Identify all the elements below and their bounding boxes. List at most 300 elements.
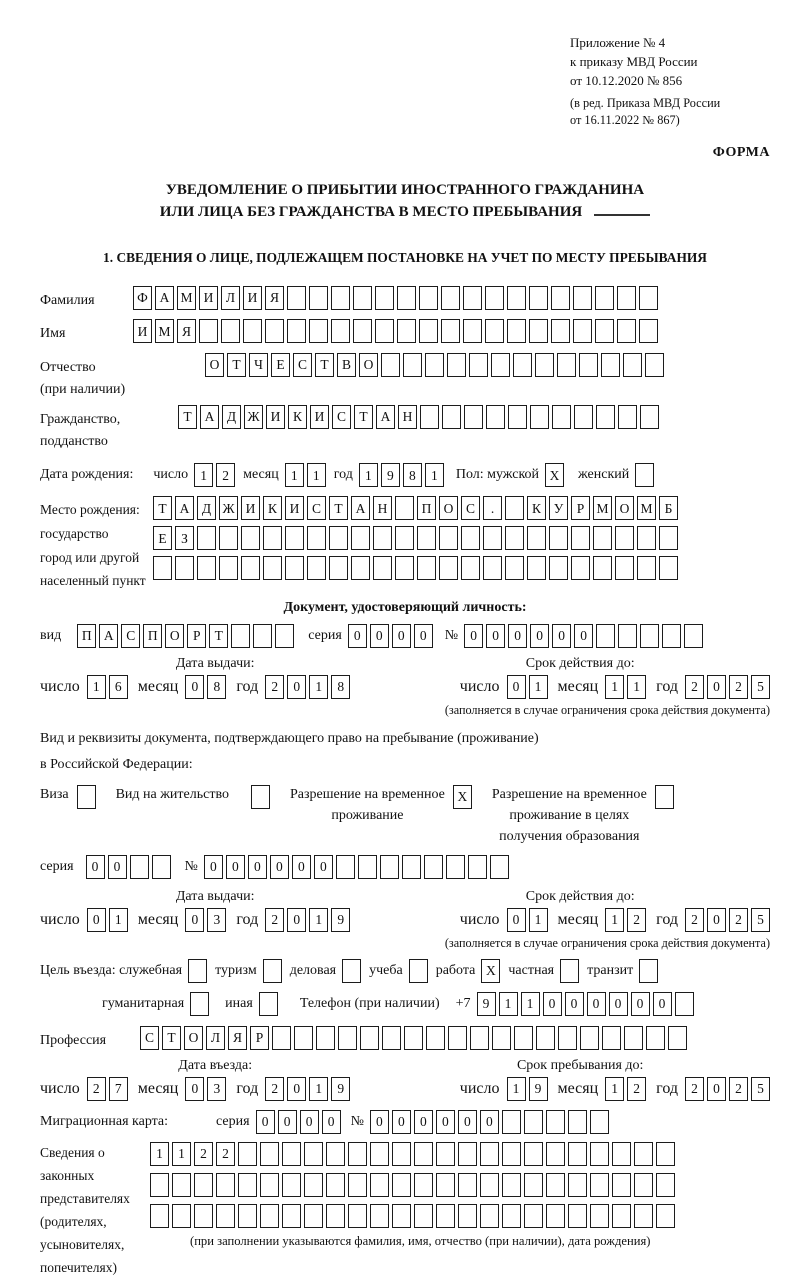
char-cell[interactable]: 0 bbox=[348, 624, 367, 648]
char-cell[interactable]: Е bbox=[271, 353, 290, 377]
char-cell[interactable]: 0 bbox=[565, 992, 584, 1016]
char-cell[interactable] bbox=[461, 556, 480, 580]
checkbox-private[interactable] bbox=[560, 959, 579, 983]
char-cell[interactable] bbox=[502, 1204, 521, 1228]
char-cell[interactable]: 8 bbox=[331, 675, 350, 699]
char-cell[interactable]: 1 bbox=[605, 908, 624, 932]
char-cell[interactable]: 6 bbox=[109, 675, 128, 699]
char-cell[interactable] bbox=[441, 319, 460, 343]
char-cell[interactable]: А bbox=[351, 496, 370, 520]
char-cell[interactable] bbox=[309, 286, 328, 310]
char-cell[interactable] bbox=[639, 286, 658, 310]
char-cell[interactable] bbox=[375, 286, 394, 310]
char-cell[interactable]: 0 bbox=[287, 675, 306, 699]
char-cell[interactable] bbox=[336, 855, 355, 879]
char-cell[interactable] bbox=[253, 624, 272, 648]
char-cell[interactable] bbox=[524, 1142, 543, 1166]
char-cell[interactable] bbox=[468, 855, 487, 879]
char-cell[interactable]: 8 bbox=[403, 463, 422, 487]
char-cell[interactable]: 3 bbox=[207, 908, 226, 932]
char-cell[interactable] bbox=[524, 1110, 543, 1134]
char-cell[interactable]: Б bbox=[659, 496, 678, 520]
char-cell[interactable] bbox=[282, 1204, 301, 1228]
char-cell[interactable] bbox=[436, 1142, 455, 1166]
char-cell[interactable] bbox=[348, 1142, 367, 1166]
char-cell[interactable] bbox=[414, 1173, 433, 1197]
char-cell[interactable]: Т bbox=[354, 405, 373, 429]
char-cell[interactable] bbox=[414, 1142, 433, 1166]
char-cell[interactable]: 2 bbox=[729, 1077, 748, 1101]
char-cell[interactable] bbox=[640, 405, 659, 429]
char-cell[interactable] bbox=[486, 405, 505, 429]
char-cell[interactable]: Я bbox=[265, 286, 284, 310]
char-cell[interactable]: 1 bbox=[529, 908, 548, 932]
char-cell[interactable]: 7 bbox=[109, 1077, 128, 1101]
char-cell[interactable]: 0 bbox=[248, 855, 267, 879]
char-cell[interactable]: П bbox=[417, 496, 436, 520]
char-cell[interactable] bbox=[524, 1204, 543, 1228]
char-cell[interactable]: О bbox=[184, 1026, 203, 1050]
char-cell[interactable]: 0 bbox=[530, 624, 549, 648]
char-cell[interactable] bbox=[373, 556, 392, 580]
char-cell[interactable]: 0 bbox=[587, 992, 606, 1016]
char-cell[interactable] bbox=[392, 1173, 411, 1197]
char-cell[interactable] bbox=[458, 1173, 477, 1197]
char-cell[interactable] bbox=[546, 1142, 565, 1166]
char-cell[interactable]: О bbox=[615, 496, 634, 520]
char-cell[interactable] bbox=[152, 855, 171, 879]
char-cell[interactable]: 0 bbox=[653, 992, 672, 1016]
char-cell[interactable]: 0 bbox=[414, 624, 433, 648]
char-cell[interactable] bbox=[221, 319, 240, 343]
char-cell[interactable]: . bbox=[483, 496, 502, 520]
checkbox-study[interactable] bbox=[409, 959, 428, 983]
char-cell[interactable]: С bbox=[140, 1026, 159, 1050]
char-cell[interactable] bbox=[329, 556, 348, 580]
char-cell[interactable] bbox=[593, 556, 612, 580]
char-cell[interactable]: Р bbox=[571, 496, 590, 520]
char-cell[interactable] bbox=[375, 319, 394, 343]
char-cell[interactable] bbox=[640, 624, 659, 648]
char-cell[interactable] bbox=[275, 624, 294, 648]
char-cell[interactable] bbox=[612, 1142, 631, 1166]
char-cell[interactable] bbox=[403, 353, 422, 377]
char-cell[interactable] bbox=[502, 1173, 521, 1197]
char-cell[interactable] bbox=[483, 526, 502, 550]
char-cell[interactable] bbox=[549, 556, 568, 580]
char-cell[interactable] bbox=[675, 992, 694, 1016]
char-cell[interactable] bbox=[420, 405, 439, 429]
char-cell[interactable] bbox=[483, 556, 502, 580]
char-cell[interactable] bbox=[392, 1204, 411, 1228]
char-cell[interactable]: 9 bbox=[331, 1077, 350, 1101]
checkbox-work[interactable]: X bbox=[481, 959, 500, 983]
char-cell[interactable] bbox=[590, 1142, 609, 1166]
char-cell[interactable] bbox=[397, 286, 416, 310]
char-cell[interactable] bbox=[304, 1142, 323, 1166]
char-cell[interactable] bbox=[175, 556, 194, 580]
checkbox-business[interactable] bbox=[342, 959, 361, 983]
char-cell[interactable] bbox=[557, 353, 576, 377]
char-cell[interactable] bbox=[634, 1204, 653, 1228]
char-cell[interactable] bbox=[536, 1026, 555, 1050]
char-cell[interactable] bbox=[595, 286, 614, 310]
char-cell[interactable] bbox=[425, 353, 444, 377]
char-cell[interactable]: 0 bbox=[707, 675, 726, 699]
char-cell[interactable]: 1 bbox=[309, 675, 328, 699]
char-cell[interactable] bbox=[338, 1026, 357, 1050]
char-cell[interactable]: С bbox=[332, 405, 351, 429]
char-cell[interactable]: У bbox=[549, 496, 568, 520]
char-cell[interactable] bbox=[612, 1204, 631, 1228]
char-cell[interactable] bbox=[492, 1026, 511, 1050]
char-cell[interactable]: 0 bbox=[108, 855, 127, 879]
char-cell[interactable] bbox=[238, 1142, 257, 1166]
char-cell[interactable]: 0 bbox=[185, 675, 204, 699]
char-cell[interactable]: 0 bbox=[609, 992, 628, 1016]
char-cell[interactable]: 2 bbox=[729, 675, 748, 699]
char-cell[interactable]: С bbox=[461, 496, 480, 520]
char-cell[interactable] bbox=[263, 556, 282, 580]
char-cell[interactable] bbox=[505, 496, 524, 520]
char-cell[interactable] bbox=[219, 526, 238, 550]
char-cell[interactable] bbox=[579, 353, 598, 377]
char-cell[interactable] bbox=[331, 286, 350, 310]
char-cell[interactable]: И bbox=[241, 496, 260, 520]
char-cell[interactable] bbox=[436, 1204, 455, 1228]
char-cell[interactable] bbox=[573, 319, 592, 343]
char-cell[interactable] bbox=[373, 526, 392, 550]
char-cell[interactable]: М bbox=[637, 496, 656, 520]
char-cell[interactable] bbox=[285, 526, 304, 550]
char-cell[interactable]: 9 bbox=[477, 992, 496, 1016]
char-cell[interactable] bbox=[535, 353, 554, 377]
char-cell[interactable]: Н bbox=[398, 405, 417, 429]
checkbox-temp-residence-edu[interactable] bbox=[655, 785, 674, 809]
char-cell[interactable] bbox=[617, 286, 636, 310]
char-cell[interactable] bbox=[307, 526, 326, 550]
char-cell[interactable]: Л bbox=[221, 286, 240, 310]
char-cell[interactable] bbox=[637, 526, 656, 550]
char-cell[interactable]: Т bbox=[162, 1026, 181, 1050]
char-cell[interactable]: 0 bbox=[86, 855, 105, 879]
char-cell[interactable]: Р bbox=[250, 1026, 269, 1050]
char-cell[interactable] bbox=[659, 526, 678, 550]
char-cell[interactable]: П bbox=[77, 624, 96, 648]
char-cell[interactable]: И bbox=[266, 405, 285, 429]
char-cell[interactable] bbox=[637, 556, 656, 580]
char-cell[interactable]: Ф bbox=[133, 286, 152, 310]
char-cell[interactable] bbox=[382, 1026, 401, 1050]
char-cell[interactable] bbox=[194, 1204, 213, 1228]
char-cell[interactable] bbox=[596, 405, 615, 429]
checkbox-humanitarian[interactable] bbox=[190, 992, 209, 1016]
char-cell[interactable]: 0 bbox=[508, 624, 527, 648]
char-cell[interactable]: 0 bbox=[486, 624, 505, 648]
char-cell[interactable]: Я bbox=[177, 319, 196, 343]
char-cell[interactable] bbox=[618, 624, 637, 648]
char-cell[interactable] bbox=[238, 1204, 257, 1228]
char-cell[interactable] bbox=[316, 1026, 335, 1050]
char-cell[interactable]: 0 bbox=[392, 1110, 411, 1134]
char-cell[interactable] bbox=[568, 1204, 587, 1228]
char-cell[interactable] bbox=[463, 286, 482, 310]
char-cell[interactable] bbox=[243, 319, 262, 343]
char-cell[interactable] bbox=[426, 1026, 445, 1050]
char-cell[interactable]: З bbox=[175, 526, 194, 550]
char-cell[interactable]: 2 bbox=[685, 675, 704, 699]
char-cell[interactable] bbox=[351, 556, 370, 580]
char-cell[interactable] bbox=[615, 526, 634, 550]
char-cell[interactable] bbox=[282, 1142, 301, 1166]
char-cell[interactable] bbox=[645, 353, 664, 377]
char-cell[interactable] bbox=[272, 1026, 291, 1050]
checkbox-other[interactable] bbox=[259, 992, 278, 1016]
char-cell[interactable]: Р bbox=[187, 624, 206, 648]
char-cell[interactable] bbox=[634, 1173, 653, 1197]
char-cell[interactable] bbox=[480, 1204, 499, 1228]
char-cell[interactable]: Я bbox=[228, 1026, 247, 1050]
char-cell[interactable]: 2 bbox=[627, 1077, 646, 1101]
char-cell[interactable] bbox=[304, 1204, 323, 1228]
char-cell[interactable]: 9 bbox=[529, 1077, 548, 1101]
char-cell[interactable]: М bbox=[593, 496, 612, 520]
char-cell[interactable]: А bbox=[175, 496, 194, 520]
char-cell[interactable]: 0 bbox=[300, 1110, 319, 1134]
char-cell[interactable] bbox=[285, 556, 304, 580]
char-cell[interactable]: Л bbox=[206, 1026, 225, 1050]
char-cell[interactable] bbox=[216, 1173, 235, 1197]
char-cell[interactable]: 2 bbox=[685, 908, 704, 932]
char-cell[interactable] bbox=[294, 1026, 313, 1050]
char-cell[interactable] bbox=[463, 319, 482, 343]
char-cell[interactable]: О bbox=[165, 624, 184, 648]
char-cell[interactable]: Ч bbox=[249, 353, 268, 377]
char-cell[interactable] bbox=[617, 319, 636, 343]
char-cell[interactable] bbox=[505, 526, 524, 550]
char-cell[interactable]: 0 bbox=[226, 855, 245, 879]
char-cell[interactable] bbox=[353, 286, 372, 310]
char-cell[interactable] bbox=[684, 624, 703, 648]
char-cell[interactable]: 0 bbox=[314, 855, 333, 879]
char-cell[interactable]: Е bbox=[153, 526, 172, 550]
char-cell[interactable]: И bbox=[199, 286, 218, 310]
char-cell[interactable] bbox=[197, 526, 216, 550]
char-cell[interactable]: А bbox=[99, 624, 118, 648]
char-cell[interactable]: 9 bbox=[381, 463, 400, 487]
char-cell[interactable] bbox=[571, 526, 590, 550]
char-cell[interactable] bbox=[219, 556, 238, 580]
char-cell[interactable] bbox=[439, 526, 458, 550]
char-cell[interactable] bbox=[551, 286, 570, 310]
char-cell[interactable] bbox=[458, 1142, 477, 1166]
char-cell[interactable]: 0 bbox=[87, 908, 106, 932]
char-cell[interactable] bbox=[348, 1204, 367, 1228]
char-cell[interactable] bbox=[618, 405, 637, 429]
char-cell[interactable]: И bbox=[243, 286, 262, 310]
char-cell[interactable]: 0 bbox=[552, 624, 571, 648]
char-cell[interactable] bbox=[287, 286, 306, 310]
char-cell[interactable] bbox=[439, 556, 458, 580]
char-cell[interactable] bbox=[656, 1142, 675, 1166]
char-cell[interactable] bbox=[485, 319, 504, 343]
char-cell[interactable] bbox=[417, 556, 436, 580]
char-cell[interactable] bbox=[402, 855, 421, 879]
char-cell[interactable]: 0 bbox=[185, 908, 204, 932]
char-cell[interactable] bbox=[480, 1173, 499, 1197]
char-cell[interactable] bbox=[659, 556, 678, 580]
char-cell[interactable] bbox=[216, 1204, 235, 1228]
char-cell[interactable]: 2 bbox=[627, 908, 646, 932]
char-cell[interactable] bbox=[623, 353, 642, 377]
char-cell[interactable] bbox=[529, 286, 548, 310]
char-cell[interactable] bbox=[417, 526, 436, 550]
char-cell[interactable] bbox=[461, 526, 480, 550]
char-cell[interactable] bbox=[527, 556, 546, 580]
char-cell[interactable]: О bbox=[205, 353, 224, 377]
char-cell[interactable] bbox=[590, 1204, 609, 1228]
char-cell[interactable]: 0 bbox=[507, 908, 526, 932]
char-cell[interactable] bbox=[508, 405, 527, 429]
char-cell[interactable] bbox=[304, 1173, 323, 1197]
char-cell[interactable]: 3 bbox=[207, 1077, 226, 1101]
char-cell[interactable]: 0 bbox=[436, 1110, 455, 1134]
checkbox-male[interactable]: X bbox=[545, 463, 564, 487]
char-cell[interactable]: 0 bbox=[543, 992, 562, 1016]
char-cell[interactable] bbox=[580, 1026, 599, 1050]
char-cell[interactable] bbox=[668, 1026, 687, 1050]
char-cell[interactable]: 0 bbox=[278, 1110, 297, 1134]
char-cell[interactable]: О bbox=[359, 353, 378, 377]
char-cell[interactable] bbox=[441, 286, 460, 310]
char-cell[interactable]: 1 bbox=[194, 463, 213, 487]
char-cell[interactable] bbox=[552, 405, 571, 429]
char-cell[interactable]: 0 bbox=[507, 675, 526, 699]
char-cell[interactable]: 0 bbox=[458, 1110, 477, 1134]
char-cell[interactable] bbox=[150, 1173, 169, 1197]
char-cell[interactable]: 0 bbox=[270, 855, 289, 879]
char-cell[interactable] bbox=[615, 556, 634, 580]
char-cell[interactable]: 1 bbox=[425, 463, 444, 487]
char-cell[interactable] bbox=[307, 556, 326, 580]
char-cell[interactable]: Т bbox=[329, 496, 348, 520]
char-cell[interactable]: 0 bbox=[707, 1077, 726, 1101]
char-cell[interactable] bbox=[309, 319, 328, 343]
checkbox-visa[interactable] bbox=[77, 785, 96, 809]
char-cell[interactable] bbox=[241, 556, 260, 580]
char-cell[interactable] bbox=[326, 1173, 345, 1197]
char-cell[interactable]: 1 bbox=[309, 1077, 328, 1101]
char-cell[interactable]: 2 bbox=[729, 908, 748, 932]
char-cell[interactable] bbox=[507, 286, 526, 310]
char-cell[interactable] bbox=[524, 1173, 543, 1197]
char-cell[interactable]: 0 bbox=[204, 855, 223, 879]
char-cell[interactable] bbox=[370, 1142, 389, 1166]
char-cell[interactable]: Ж bbox=[219, 496, 238, 520]
char-cell[interactable]: 1 bbox=[359, 463, 378, 487]
char-cell[interactable] bbox=[150, 1204, 169, 1228]
char-cell[interactable]: 0 bbox=[574, 624, 593, 648]
char-cell[interactable]: 2 bbox=[265, 908, 284, 932]
char-cell[interactable]: 1 bbox=[507, 1077, 526, 1101]
char-cell[interactable]: 2 bbox=[216, 463, 235, 487]
char-cell[interactable] bbox=[448, 1026, 467, 1050]
char-cell[interactable] bbox=[130, 855, 149, 879]
char-cell[interactable] bbox=[558, 1026, 577, 1050]
char-cell[interactable] bbox=[502, 1110, 521, 1134]
char-cell[interactable]: Д bbox=[197, 496, 216, 520]
char-cell[interactable]: 8 bbox=[207, 675, 226, 699]
char-cell[interactable]: 1 bbox=[87, 675, 106, 699]
char-cell[interactable]: К bbox=[288, 405, 307, 429]
char-cell[interactable] bbox=[639, 319, 658, 343]
char-cell[interactable] bbox=[172, 1173, 191, 1197]
checkbox-tourism[interactable] bbox=[263, 959, 282, 983]
char-cell[interactable] bbox=[513, 353, 532, 377]
checkbox-residence-permit[interactable] bbox=[251, 785, 270, 809]
char-cell[interactable] bbox=[197, 556, 216, 580]
char-cell[interactable] bbox=[551, 319, 570, 343]
char-cell[interactable] bbox=[381, 353, 400, 377]
char-cell[interactable] bbox=[414, 1204, 433, 1228]
char-cell[interactable] bbox=[153, 556, 172, 580]
char-cell[interactable] bbox=[395, 526, 414, 550]
char-cell[interactable] bbox=[326, 1204, 345, 1228]
char-cell[interactable] bbox=[263, 526, 282, 550]
char-cell[interactable]: Т bbox=[209, 624, 228, 648]
char-cell[interactable] bbox=[593, 526, 612, 550]
char-cell[interactable] bbox=[590, 1110, 609, 1134]
char-cell[interactable] bbox=[360, 1026, 379, 1050]
char-cell[interactable]: 1 bbox=[605, 1077, 624, 1101]
char-cell[interactable]: Ж bbox=[244, 405, 263, 429]
char-cell[interactable]: 5 bbox=[751, 1077, 770, 1101]
char-cell[interactable] bbox=[260, 1142, 279, 1166]
char-cell[interactable] bbox=[502, 1142, 521, 1166]
char-cell[interactable] bbox=[634, 1142, 653, 1166]
char-cell[interactable]: 1 bbox=[605, 675, 624, 699]
char-cell[interactable] bbox=[172, 1204, 191, 1228]
char-cell[interactable] bbox=[490, 855, 509, 879]
char-cell[interactable] bbox=[573, 286, 592, 310]
char-cell[interactable]: 1 bbox=[627, 675, 646, 699]
char-cell[interactable] bbox=[507, 319, 526, 343]
char-cell[interactable] bbox=[419, 319, 438, 343]
char-cell[interactable] bbox=[571, 556, 590, 580]
char-cell[interactable] bbox=[380, 855, 399, 879]
char-cell[interactable] bbox=[469, 353, 488, 377]
char-cell[interactable]: 0 bbox=[464, 624, 483, 648]
char-cell[interactable] bbox=[446, 855, 465, 879]
char-cell[interactable] bbox=[436, 1173, 455, 1197]
char-cell[interactable]: 0 bbox=[707, 908, 726, 932]
char-cell[interactable]: Т bbox=[178, 405, 197, 429]
char-cell[interactable] bbox=[241, 526, 260, 550]
char-cell[interactable] bbox=[514, 1026, 533, 1050]
char-cell[interactable] bbox=[351, 526, 370, 550]
char-cell[interactable] bbox=[568, 1110, 587, 1134]
char-cell[interactable] bbox=[424, 855, 443, 879]
char-cell[interactable]: С bbox=[307, 496, 326, 520]
char-cell[interactable]: А bbox=[155, 286, 174, 310]
char-cell[interactable] bbox=[326, 1142, 345, 1166]
char-cell[interactable]: И bbox=[285, 496, 304, 520]
char-cell[interactable]: 0 bbox=[414, 1110, 433, 1134]
char-cell[interactable]: Т bbox=[227, 353, 246, 377]
char-cell[interactable]: 2 bbox=[216, 1142, 235, 1166]
char-cell[interactable]: 5 bbox=[751, 908, 770, 932]
char-cell[interactable]: А bbox=[200, 405, 219, 429]
